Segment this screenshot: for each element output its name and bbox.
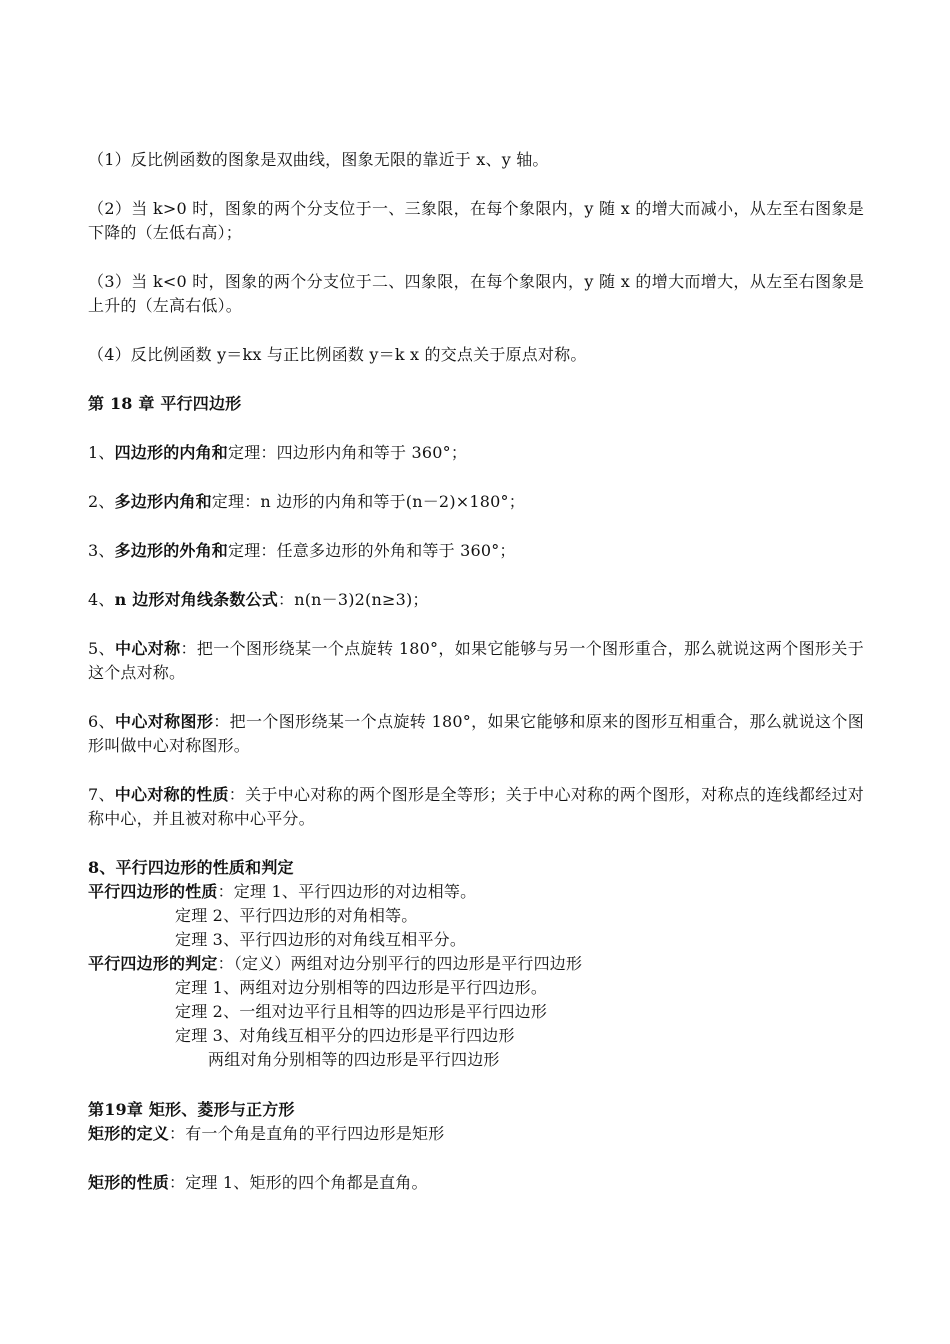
- inverse-property-1: （1）反比例函数的图象是双曲线，图象无限的靠近于 x、y 轴。: [88, 150, 549, 169]
- properties-theorem-1: ：定理 1、平行四边形的对边相等。: [217, 882, 477, 901]
- item-text: ：把一个图形绕某一个点旋转 180°，如果它能够与另一个图形重合，那么就说这两个图形关于这个点对称。: [88, 639, 864, 682]
- item-text: 定理：四边形内角和等于 360°；: [228, 443, 468, 462]
- parallelogram-properties: [88, 880, 864, 904]
- item-number: 1、: [88, 443, 115, 462]
- ch18-item-2: [88, 490, 864, 514]
- item-number: 4、: [88, 590, 115, 609]
- ch18-item-3: [88, 539, 864, 563]
- ch18-item-1: [88, 441, 864, 465]
- item-8-heading: 8、平行四边形的性质和判定: [88, 858, 294, 877]
- criteria-theorem-2: 定理 2、一组对边平行且相等的四边形是平行四边形: [175, 1002, 548, 1021]
- item-term: 中心对称的性质: [114, 785, 229, 804]
- rect-properties-term: 矩形的性质: [88, 1173, 170, 1192]
- ch18-item-7: [88, 783, 864, 831]
- inverse-property-3: （3）当 k<0 时，图象的两个分支位于二、四象限，在每个象限内，y 随 x 的增大而增大，从左至右图象是上升的（左高右低）。: [88, 272, 864, 315]
- item-number: 5、: [88, 639, 115, 658]
- item-text: 定理：n 边形的内角和等于(n－2)×180°；: [211, 492, 525, 511]
- rectangle-properties: [88, 1171, 864, 1195]
- criteria-theorem-1: 定理 1、两组对边分别相等的四边形是平行四边形。: [175, 978, 548, 997]
- item-number: 3、: [88, 541, 115, 560]
- definition-text: ：有一个角是直角的平行四边形是矩形: [169, 1124, 445, 1143]
- inverse-property-2: （2）当 k>0 时，图象的两个分支位于一、三象限，在每个象限内，y 随 x 的增大而减小，从左至右图象是下降的（左低右高）；: [88, 199, 864, 242]
- criteria-definition: ：（定义）两组对边分别平行的四边形是平行四边形: [217, 954, 583, 973]
- ch18-item-4: [88, 588, 864, 612]
- item-text: 定理：任意多边形的外角和等于 360°；: [228, 541, 516, 560]
- item-text: ：n(n－3)2(n≥3)；: [278, 590, 429, 609]
- item-term: 多边形的外角和: [114, 541, 228, 560]
- ch18-item-8: [88, 856, 864, 1072]
- item-term: n 边形对角线条数公式: [114, 590, 278, 609]
- definition-term: 矩形的定义: [88, 1124, 170, 1143]
- rectangle-definition: [88, 1122, 864, 1146]
- item-number: 2、: [88, 492, 115, 511]
- properties-term: 平行四边形的性质: [88, 882, 218, 901]
- item-text: ：关于中心对称的两个图形是全等形；关于中心对称的两个图形，对称点的连线都经过对称中心，并且被对称中心平分。: [88, 785, 864, 828]
- item-number: 6、: [88, 712, 115, 731]
- chapter-18-title: 第 18 章 平行四边形: [88, 394, 242, 413]
- criteria-extra: 两组对角分别相等的四边形是平行四边形: [208, 1050, 500, 1069]
- item-text: ：把一个图形绕某一个点旋转 180°，如果它能够和原来的图形互相重合，那么就说这个图形叫做中心对称图形。: [88, 712, 864, 755]
- properties-theorem-2: 定理 2、平行四边形的对角相等。: [175, 906, 418, 925]
- rect-properties-text: ：定理 1、矩形的四个角都是直角。: [169, 1173, 428, 1192]
- criteria-term: 平行四边形的判定: [88, 954, 218, 973]
- item-term: 中心对称: [114, 639, 181, 658]
- inverse-property-4: （4）反比例函数 y＝kx 与正比例函数 y＝k x 的交点关于原点对称。: [88, 345, 587, 364]
- parallelogram-criteria: [88, 952, 864, 976]
- chapter-19-title: 第19章 矩形、菱形与正方形: [88, 1100, 295, 1119]
- ch18-item-6: [88, 710, 864, 758]
- ch18-item-5: [88, 637, 864, 685]
- properties-theorem-3: 定理 3、平行四边形的对角线互相平分。: [175, 930, 467, 949]
- chapter-19: [88, 1098, 864, 1195]
- item-term: 中心对称图形: [114, 712, 214, 731]
- item-number: 7、: [88, 785, 115, 804]
- item-term: 多边形内角和: [114, 492, 212, 511]
- criteria-theorem-3: 定理 3、对角线互相平分的四边形是平行四边形: [175, 1026, 515, 1045]
- item-term: 四边形的内角和: [114, 443, 228, 462]
